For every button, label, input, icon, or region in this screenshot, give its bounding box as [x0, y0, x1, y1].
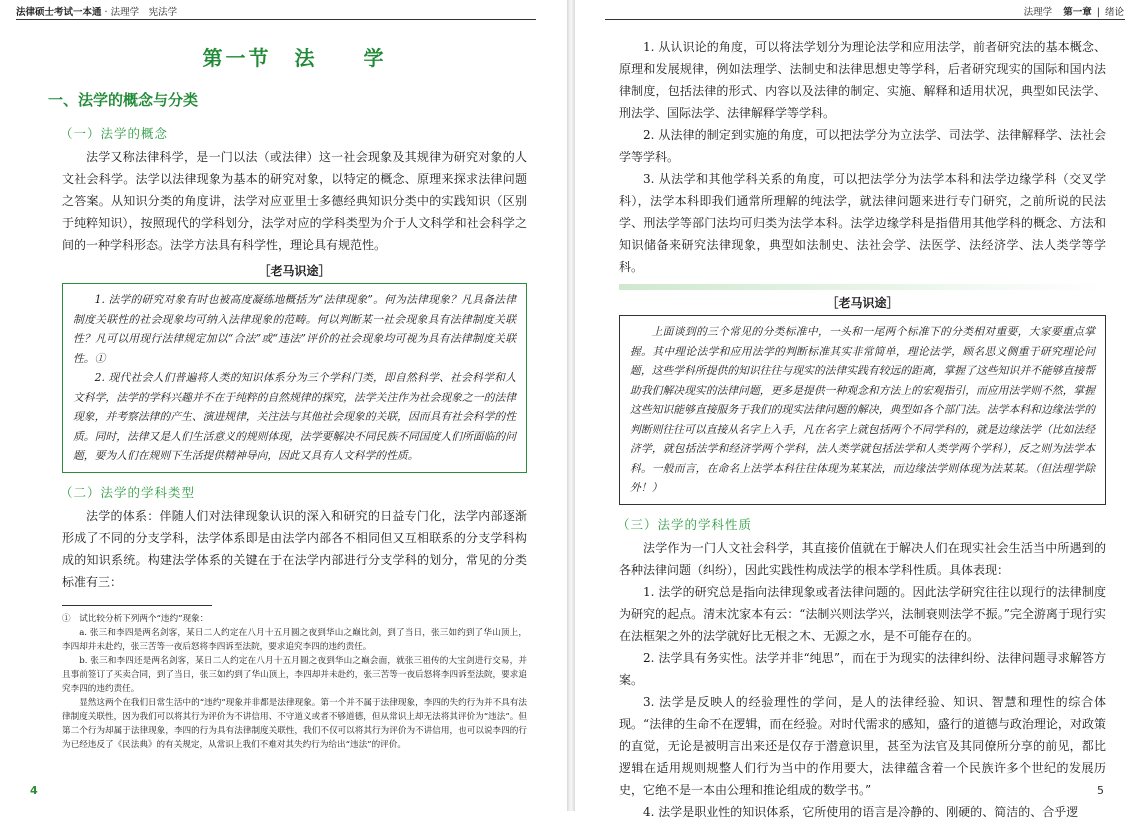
- right-running-head: [1024, 4, 1124, 18]
- paragraph-nature: 法学作为一门人文社会科学，其直接价值就在于解决人们在现实社会生活当中所遇到的各种法律问题（纠纷），因此实践性构成法学的根本学科性质。具体表现：: [619, 540, 1106, 577]
- left-header-rule: [16, 19, 536, 20]
- tip-box: [62, 283, 527, 473]
- footnote-analysis: 显然这两个在我们日常生活中的“违约”现象并非都是法律现象。第一个并不属于法律现象，李四的失约行为并不具有法律制度关联性，因为我们可以将其行为评价为不讲信用、不守道义或者不够道德，但从常识上却无法将其评价为“违法”。但第二个行为却属于法律现象，李四的行为具有法律制度关联性，我们不仅可以将其行为评价为不讲信用，也可以说李四的行为已经违反了《民法典》的有关规定，从常识上我们不难对其失约行为给出“违法”的评价。: [62, 697, 527, 750]
- right-page: [575, 0, 1142, 819]
- nature-item-2: 2. 法学具有务实性。法学并非“纯思”，而在于为现实的法律纠纷、法律问题寻求解答方案。: [619, 650, 1106, 687]
- tip-paragraph-2: 2. 现代社会人们普遍将人类的知识体系分为三个学科门类，即自然科学、社会科学和人文科学，法学的学科兴趣并不在于纯粹的自然规律的探究，法学关注作为社会现象之一的法律现象，并考察法律的产生、演进规律，关注法与其他社会现象的关联，因而具有社会科学的性质。同时，法律又是人们生活意义的规则体现，法学要解决不同民族不同国度人们所面临的问题，要为人们在规则下生活提供精神导向，因此又具有人文科学的性质。: [73, 371, 516, 462]
- right-content: [619, 36, 1106, 823]
- heading-nature: （三）法学的学科性质: [617, 516, 753, 532]
- classification-3: 3. 从法学和其他学科关系的角度，可以把法学分为法学本科和法学边缘学科（交叉学科），法学本科即我们通常所理解的纯法学，就法律问题来进行专门研究，之前所说的民法学、刑法学等部门法均可归类为法学本科。法学边缘学科是指借用其他学科的概念、方法和知识储备来研究法律现象，典型如法制史、法社会学、法医学、法经济学、法人类学等学科。: [619, 172, 1106, 274]
- left-content: [48, 38, 527, 752]
- left-page: [0, 0, 567, 811]
- heading-concept: （一）法学的概念: [60, 126, 169, 141]
- rh-chapter: 第一章: [1063, 7, 1092, 18]
- gutter: [567, 0, 575, 811]
- footnote-case-b: b. 张三和李四还是两名剑客，某日二人约定在八月十五月圆之夜到华山之巅会面，就张三祖传的大宝剑进行交易，并且事前签订了买卖合同，到了当日，张三如约到了华山顶上，李四却并未赴约，张三苦等一夜后怒将李四诉至法院，要求追究李四的违约责任。: [62, 655, 527, 694]
- rh-chapter-title: 绪论: [1104, 7, 1124, 18]
- nature-item-3: 3. 法学是反映人的经验理性的学问，是人的法律经验、知识、智慧和理性的综合体现。“法律的生命不在逻辑，而在经验。对时代需求的感知，盛行的道德与政治理论，对政策的直觉，无论是被明言出来还是仅存于潜意识里，甚至为法官及其同僚所分享的前见，都比逻辑在适用规则规整人们行为当中的作用要大，法律蕴含着一个民族许多个世纪的发展历史，它绝不是一本由公理和推论组成的数学书。”: [619, 694, 1106, 797]
- rh-subject: 法理学: [1023, 7, 1053, 18]
- left-running-head: [16, 4, 177, 18]
- rh-divider: |: [1096, 7, 1100, 18]
- book-title: 法律硕士考试一本通: [16, 7, 102, 18]
- right-tip-box-title: ［老马识途］: [826, 296, 899, 310]
- nature-item-1: 1. 法学的研究总是指向法律现象或者法律问题的。因此法学研究往往以现行的法律制度为研究的起点。清末沈家本有云：“法制兴则法学兴，法制衰则法学不振。”完全游离于现行实在法框架之外的法学就好比无根之木、无源之水，是不可能存在的。: [619, 584, 1106, 643]
- left-page-number: 4: [30, 784, 38, 797]
- right-header-rule: [605, 19, 1125, 20]
- tip-box-title: ［老马识途］: [258, 264, 331, 278]
- tip-box-band: [619, 284, 1106, 290]
- footnote-rule: [62, 605, 212, 606]
- right-tip-paragraph: 上面谈到的三个常见的分类标准中，一头和一尾两个标准下的分类相对重要，大家要重点掌握。其中理论法学和应用法学的判断标准其实非常简单，理论法学，顾名思义侧重于研究理论问题，这些学科所提供的知识往往与现实的法律实践有较远的距离，掌握了这些知识并不能够直接帮助我们解决现实的法律问题，更多是提供一种观念和方法上的宏观指引，而应用法学则不然，掌握这些知识能够直接服务于我们的现实法律问题的解决，典型如各个部门法。法学本科和边缘法学的判断则往往可以直接从名字上入手，凡在名字上就包括两个不同学科的，就是边缘法学（比如法经济学，就包括法学和经济学两个学科，法人类学就包括法学和人类学两个学科），反之则为法学本科。一般而言，在命名上法学本科往往体现为某某法，而边缘法学则体现为法某某。（但法理学除外！）: [630, 325, 1095, 494]
- paragraph-system: 法学的体系：伴随人们对法律现象认识的深入和研究的日益专门化，法学内部逐渐形成了不同的分支学科，法学体系即是由法学内部各不相同但又互相联系的分支学科构成的知识系统。构建法学体系的关键在于在法学内部进行分支学科的划分，常见的分类标准有三：: [62, 508, 527, 589]
- right-tip-box: [619, 315, 1106, 505]
- book-subtitle: 法理学 宪法学: [110, 7, 178, 18]
- paragraph-definition: 法学又称法律科学，是一门以法（或法律）这一社会现象及其规律为研究对象的人文社会科学。法学以法律现象为基本的研究对象，以特定的概念、原理来探求法律问题之答案。从知识分类的角度讲，法学对应亚里士多德经典知识分类中的实践知识（区别于纯粹知识），按照现代的学科划分，法学对应的学科类型为介于人文科学和社会科学之间的一种学科形态。法学方法具有科学性，理论具有规范性。: [62, 150, 527, 252]
- classification-1: 1. 从认识论的角度，可以将法学划分为理论法学和应用法学，前者研究法的基本概念、原理和发展规律，例如法理学、法制史和法律思想史等学科，后者研究现实的国际和国内法律制度，包括法律的形式、内容以及法律的制定、实施、解释和适用状况，典型如民法学、刑法学、国际法学、法律解释学等学科。: [619, 40, 1106, 120]
- heading-types: （二）法学的学科类型: [60, 484, 196, 500]
- right-page-number: 5: [1097, 784, 1104, 797]
- tip-paragraph-1: 1. 法学的研究对象有时也被高度凝练地概括为“法律现象”。何为法律现象？凡具备法律制度关联性的社会现象均可纳入法律现象的范畴。何以判断某一社会现象具有法律制度关联性？凡可以用现行法律规定加以“合法”或“违法”评价的社会现象均可视为具有法律制度关联性。①: [73, 293, 516, 365]
- heading-concept-classification: 一、法学的概念与分类: [48, 91, 199, 109]
- section-title: 第一节 法 学: [202, 46, 387, 70]
- footnote-1: ① 试比较分析下列两个“违约”现象：: [62, 613, 209, 624]
- running-head-sep: ·: [101, 7, 111, 18]
- classification-2: 2. 从法律的制定到实施的角度，可以把法学分为立法学、司法学、法律解释学、法社会学等学科。: [619, 128, 1106, 164]
- footnote-case-a: a. 张三和李四是两名剑客，某日二人约定在八月十五月圆之夜到华山之巅比剑，到了当日，张三如约到了华山顶上，李四却并未赴约，张三苦等一夜后怒将李四诉至法院，要求追究李四的违约责任。: [62, 627, 527, 652]
- nature-item-4: 4. 法学是职业性的知识体系，它所使用的语言是冷静的、刚硬的、简洁的、合乎逻: [643, 804, 1079, 819]
